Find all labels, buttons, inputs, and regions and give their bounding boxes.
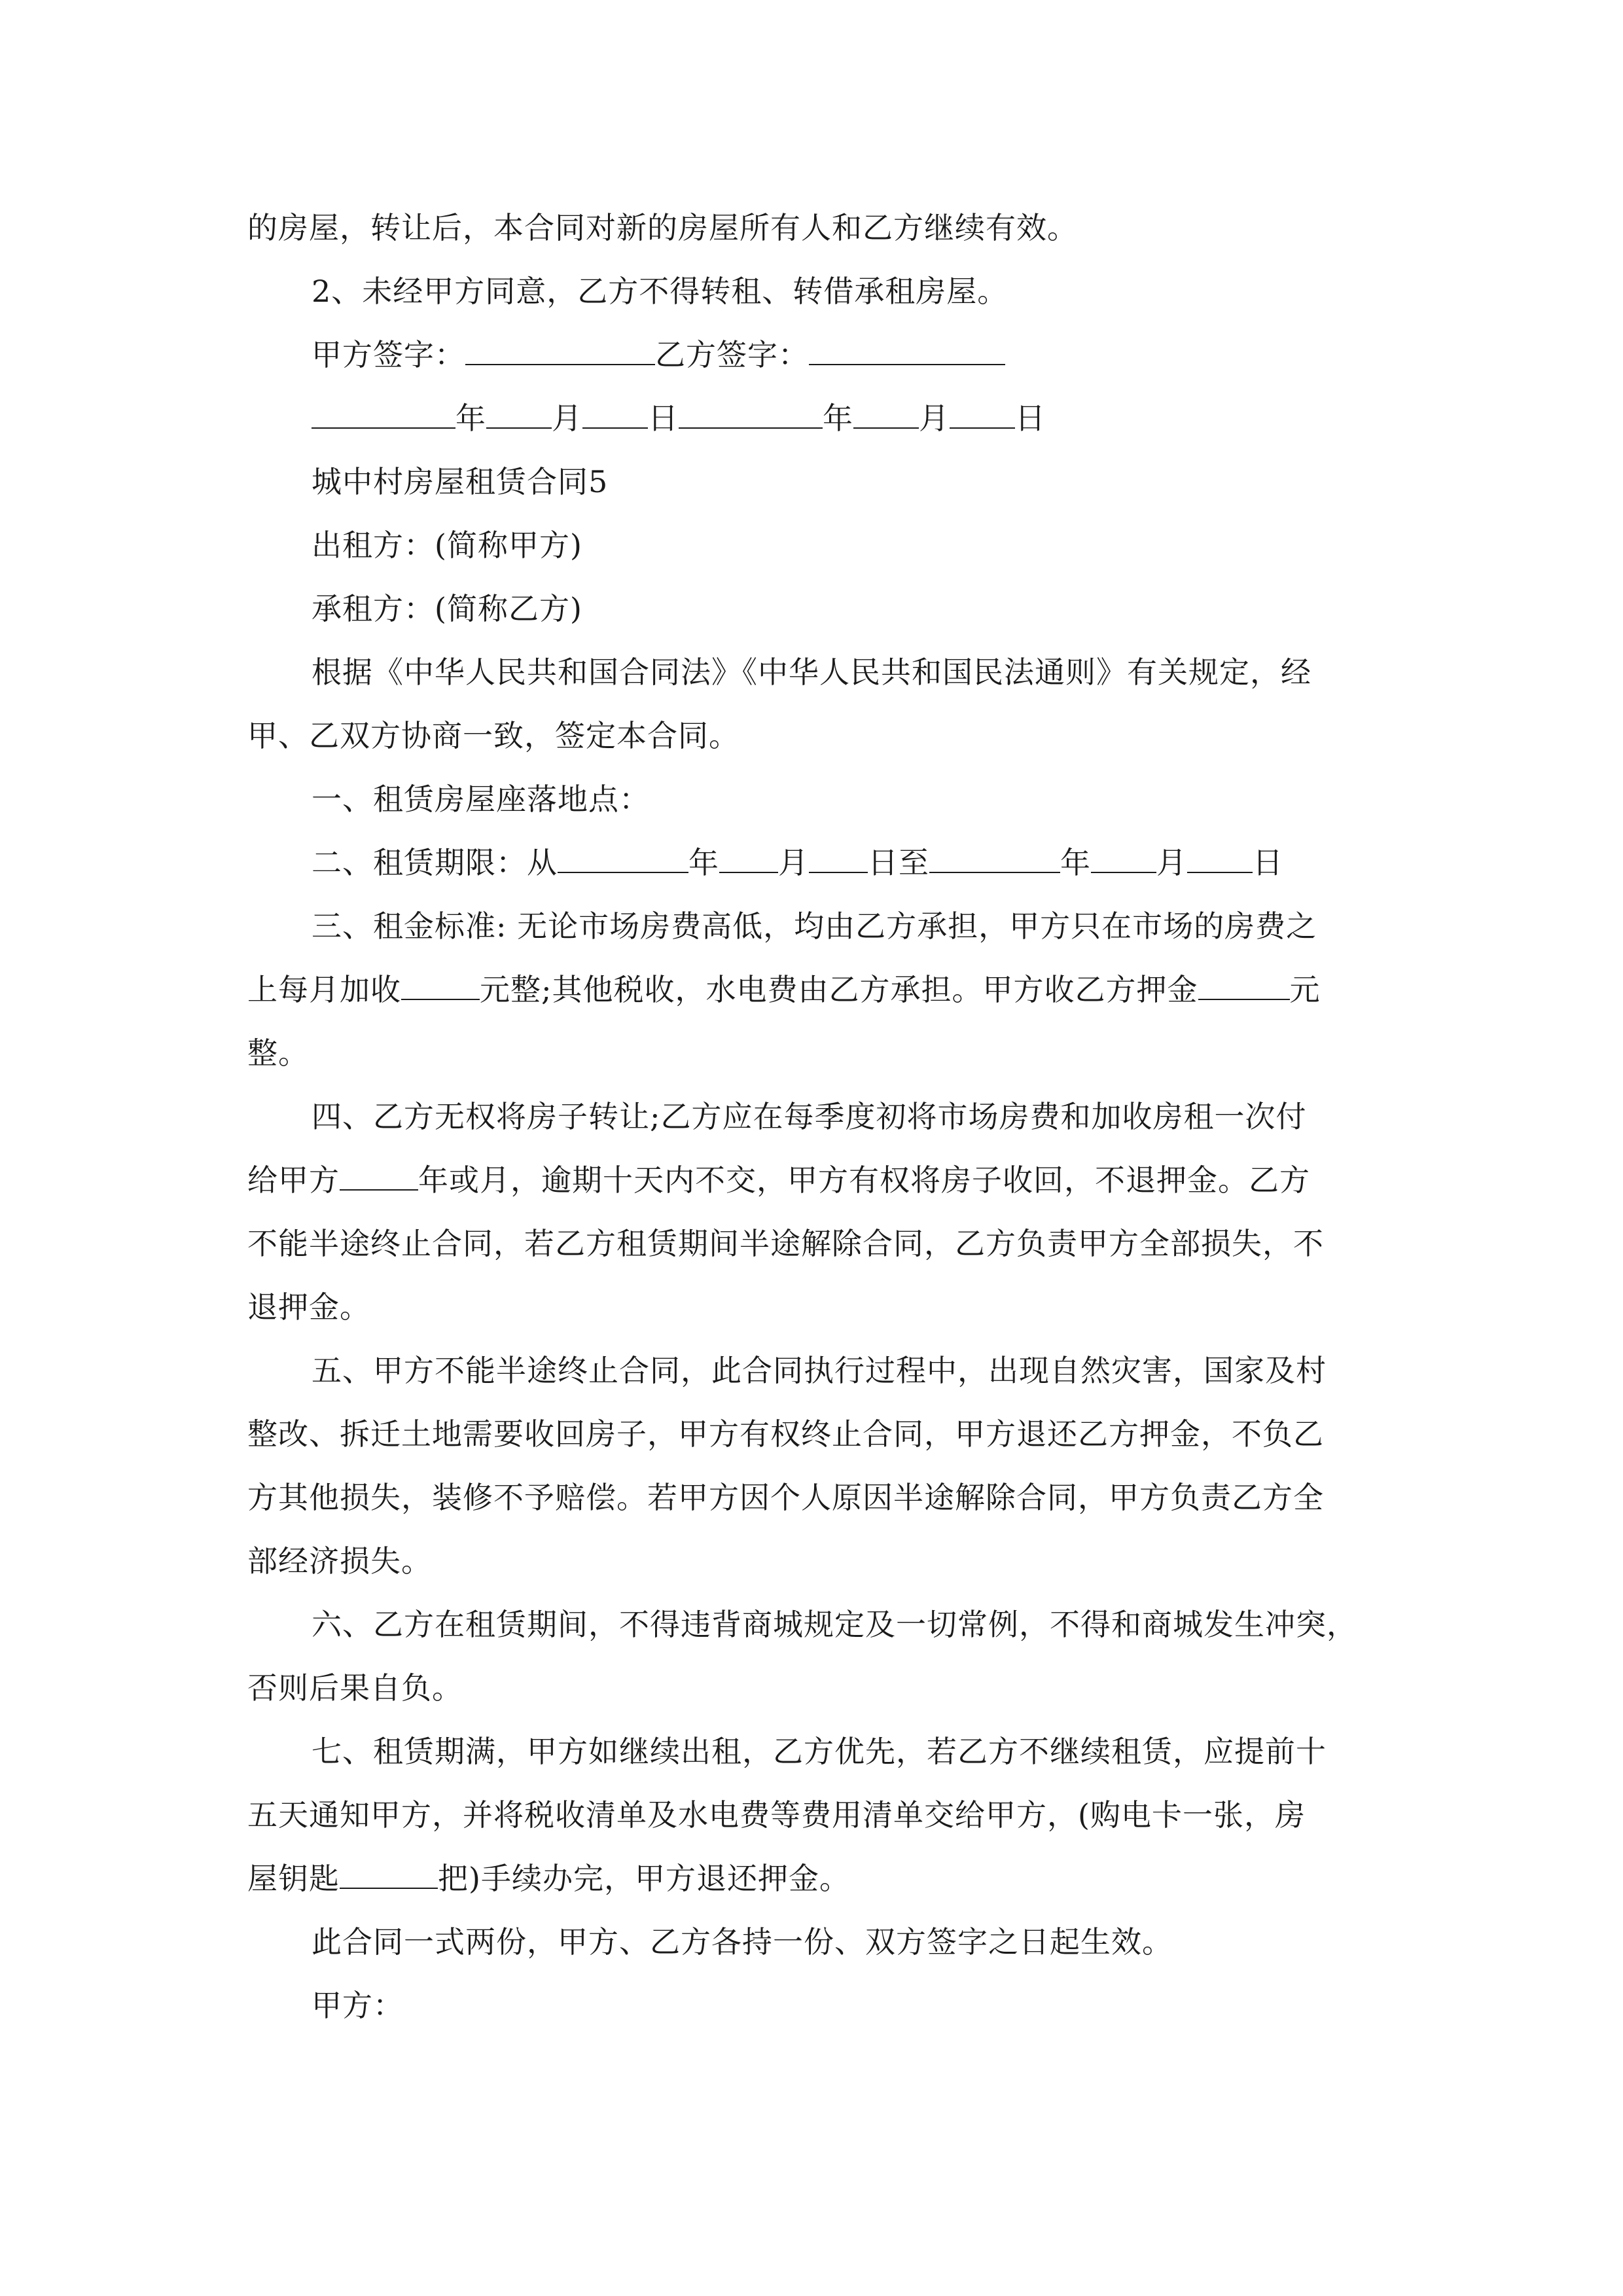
signature-row [312, 335, 1005, 374]
clause-5: 方其他损失，装修不予赔偿。若甲方因个人原因半途解除合同，甲方负责乙方全 [247, 1480, 1324, 1515]
blank [582, 399, 648, 429]
blank [312, 399, 455, 429]
blank [340, 1160, 418, 1191]
clause-3: 整。 [247, 1035, 309, 1071]
party-b-sign-label: 乙方签字： [655, 337, 809, 372]
clause-7: 七、租赁期满，甲方如继续出租，乙方优先，若乙方不继续租赁，应提前十 [312, 1734, 1327, 1769]
month2: 月 [1156, 845, 1187, 880]
clause-4: 退押金。 [247, 1289, 370, 1325]
clause-4: 四、乙方无权将房子转让;乙方应在每季度初将市场房费和加收房租一次付 [312, 1099, 1307, 1134]
intro-line: 根据《中华人民共和国合同法》《中华人民共和国民法通则》有关规定，经 [312, 655, 1311, 690]
clause-7: 五天通知甲方，并将税收清单及水电费等费用清单交给甲方，(购电卡一张，房 [247, 1797, 1306, 1833]
blank [950, 399, 1015, 429]
blank [1091, 843, 1156, 873]
blank [558, 843, 688, 873]
closing-line: 此合同一式两份，甲方、乙方各持一份、双方签字之日起生效。 [312, 1924, 1173, 1960]
party-a-sign-line: 甲方： [312, 1988, 404, 2023]
blank [1198, 970, 1290, 1000]
month: 月 [552, 401, 582, 436]
day2: 日 [1253, 845, 1283, 880]
day: 日 [1015, 401, 1046, 436]
text-line: 2、未经甲方同意，乙方不得转租、转借承租房屋。 [312, 274, 1008, 309]
date-row [312, 399, 1046, 438]
clause-5: 部经济损失。 [247, 1543, 432, 1579]
prefix: 二、租赁期限：从 [312, 845, 558, 880]
clause-5: 整改、拆迁土地需要收回房子，甲方有权终止合同，甲方退还乙方押金，不负乙 [247, 1416, 1324, 1452]
clause-3: 三、租金标准: 无论市场房费高低，均由乙方承担，甲方只在市场的房费之 [312, 908, 1317, 944]
blank [929, 843, 1060, 873]
party-a-sign-blank [465, 335, 655, 365]
month: 月 [919, 401, 950, 436]
blank [486, 399, 552, 429]
blank [679, 399, 823, 429]
blank [719, 843, 778, 873]
blank [401, 970, 480, 1000]
text-line: 的房屋，转让后，本合同对新的房屋所有人和乙方继续有效。 [247, 210, 1078, 245]
line2-mid: 元整;其他税收，水电费由乙方承担。甲方收乙方押金 [480, 972, 1198, 1007]
clause-1: 一、租赁房屋座落地点： [312, 781, 650, 817]
clause-4 [247, 1160, 1310, 1200]
day-to: 日至 [868, 845, 929, 880]
clause-5: 五、甲方不能半途终止合同，此合同执行过程中，出现自然灾害，国家及村 [312, 1353, 1327, 1388]
blank [1187, 843, 1253, 873]
lessor-line: 出租方：(简称甲方) [312, 528, 582, 563]
year: 年 [823, 401, 853, 436]
line2-suffix: 元 [1289, 972, 1321, 1007]
line2-suffix: 年或月，逾期十天内不交，甲方有权将房子收回，不退押金。乙方 [418, 1162, 1310, 1198]
year2: 年 [1060, 845, 1091, 880]
line3-suffix: 把)手续办完，甲方退还押金。 [438, 1861, 850, 1896]
line2-prefix: 给甲方 [247, 1162, 340, 1198]
line2-prefix: 上每月加收 [247, 972, 401, 1007]
year: 年 [688, 845, 719, 880]
clause-7 [247, 1859, 850, 1898]
month: 月 [778, 845, 809, 880]
clause-2 [312, 843, 1283, 882]
clause-4: 不能半途终止合同，若乙方租赁期间半途解除合同，乙方负责甲方全部损失，不 [247, 1226, 1324, 1261]
blank [853, 399, 919, 429]
blank [809, 843, 868, 873]
intro-line: 甲、乙双方协商一致，签定本合同。 [247, 718, 740, 753]
clause-3 [247, 970, 1321, 1009]
contract-title: 城中村房屋租赁合同5 [312, 464, 609, 499]
clause-6: 否则后果自负。 [247, 1670, 463, 1706]
party-a-sign-label: 甲方签字： [312, 337, 465, 372]
lessee-line: 承租方：(简称乙方) [312, 591, 582, 626]
party-b-sign-blank [809, 335, 1005, 365]
line3-prefix: 屋钥匙 [247, 1861, 340, 1896]
blank [340, 1859, 438, 1889]
day: 日 [648, 401, 679, 436]
year: 年 [455, 401, 486, 436]
clause-6: 六、乙方在租赁期间，不得违背商城规定及一切常例，不得和商城发生冲突， [312, 1607, 1357, 1642]
